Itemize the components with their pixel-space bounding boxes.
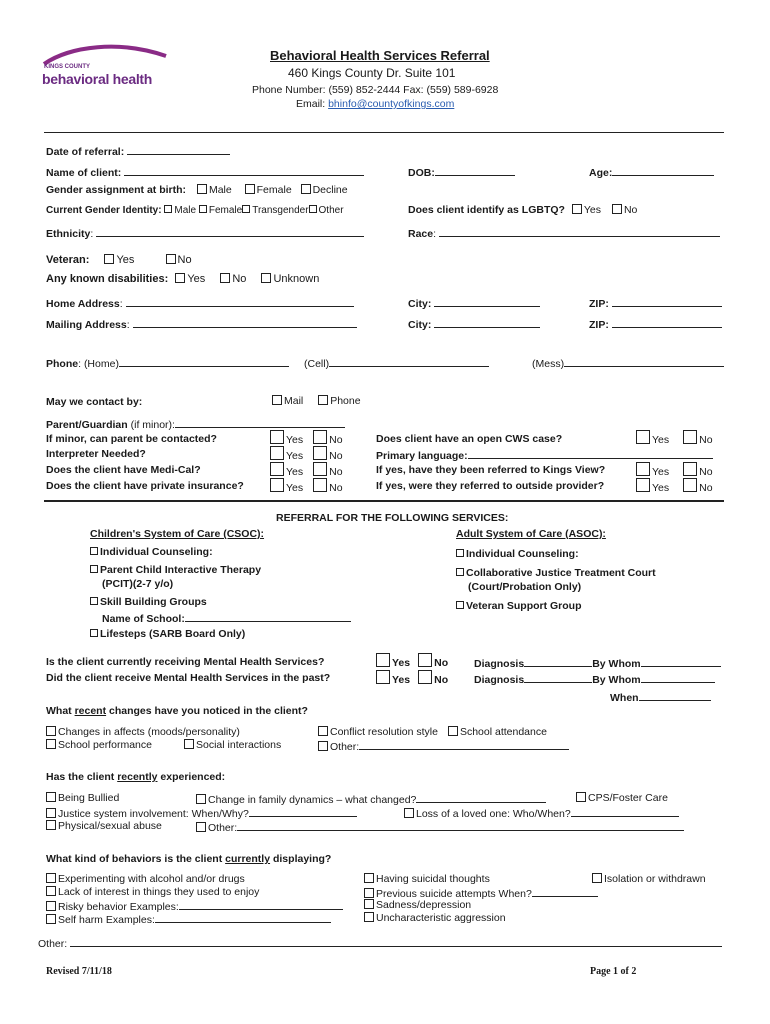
veteran-no-label: No xyxy=(177,254,192,266)
divider-services xyxy=(44,500,724,502)
behaviors-other-row xyxy=(38,936,722,950)
q-left-2: Does the client have Medi-Cal? xyxy=(46,464,201,476)
cg-male-checkbox[interactable] xyxy=(164,205,172,213)
asoc-3-checkbox[interactable] xyxy=(456,601,464,609)
exp-1-field[interactable] xyxy=(416,792,546,803)
q-left-3-yes-checkbox[interactable] xyxy=(270,478,284,492)
q-left-3-yes-label: Yes xyxy=(286,482,304,494)
q-left-0-yes-label: Yes xyxy=(286,434,304,446)
disab-no-label: No xyxy=(232,273,247,285)
gender-decline-checkbox[interactable] xyxy=(301,184,311,194)
changes-item-2 xyxy=(184,739,281,751)
phone-mess-field[interactable] xyxy=(564,356,724,367)
beh-8-label: Isolation or withdrawn xyxy=(604,873,706,885)
asoc-0-label: Individual Counseling: xyxy=(466,548,579,560)
page-title: Behavioral Health Services Referral xyxy=(270,48,490,63)
changes-5-label: Other: xyxy=(330,741,360,753)
gender-male-checkbox[interactable] xyxy=(197,184,207,194)
q-right-0-no-label: No xyxy=(699,434,713,446)
q-right-0-no-checkbox[interactable] xyxy=(683,430,697,444)
q-right-2: If yes, have they been referred to Kings View? xyxy=(376,464,606,476)
csoc-3-checkbox[interactable] xyxy=(90,597,98,605)
asoc-item-0 xyxy=(456,548,579,560)
bywhom-2-label: By Whom xyxy=(592,674,641,686)
diag-2-field[interactable] xyxy=(524,672,592,683)
phone-cell-row xyxy=(304,356,489,370)
q-left-0: If minor, can parent be contacted? xyxy=(46,433,217,445)
mail-zip-label: ZIP: xyxy=(589,319,609,331)
changes-0-label: Changes in affects (moods/personality) xyxy=(58,726,240,738)
exp-item-0 xyxy=(46,792,119,804)
date-referral-label: Date of referral: xyxy=(46,146,125,158)
exp-1-label: Change in family dynamics – what changed? xyxy=(208,794,417,806)
beh-3-label: Self harm Examples: xyxy=(58,914,155,926)
logo xyxy=(40,42,170,92)
cg-other-checkbox[interactable] xyxy=(309,205,317,213)
bywhom-1-label: By Whom xyxy=(592,658,641,670)
header-email xyxy=(296,98,454,110)
lgbtq-label: Does client identify as LGBTQ? xyxy=(408,204,565,216)
mailing-address-row: Mailing Address: xyxy=(46,317,357,331)
disab-yes-label: Yes xyxy=(187,273,206,285)
asoc-item-3 xyxy=(456,600,582,612)
changes-4-checkbox[interactable] xyxy=(448,726,458,736)
dob-label: DOB: xyxy=(408,167,435,179)
mh-q2-no-label: No xyxy=(434,674,449,686)
changes-3-label: Conflict resolution style xyxy=(330,726,438,738)
mh-q1-yes-label: Yes xyxy=(392,657,411,669)
home-zip-row xyxy=(589,296,722,310)
q-right-3-yes-label: Yes xyxy=(652,482,670,494)
home-zip-label: ZIP: xyxy=(589,298,609,310)
mh-q1-no-checkbox[interactable] xyxy=(418,653,432,667)
q-left-1-yes-label: Yes xyxy=(286,450,304,462)
beh-4-checkbox[interactable] xyxy=(364,873,374,883)
contact-phone-label: Phone xyxy=(330,395,361,407)
q-right-2-no-label: No xyxy=(699,466,713,478)
client-name-label: Name of client: xyxy=(46,167,122,179)
exp-6-field[interactable] xyxy=(237,820,684,831)
exp-0-checkbox[interactable] xyxy=(46,792,56,802)
when-label: When xyxy=(610,692,639,704)
mh-q2-yes-label: Yes xyxy=(392,674,411,686)
q-left-yesno-2 xyxy=(270,462,343,478)
home-zip-field[interactable] xyxy=(612,296,722,307)
beh-item-2 xyxy=(46,899,343,913)
contact-options xyxy=(272,395,361,407)
csoc-item-1b: (PCIT)(2-7 y/o) xyxy=(102,578,174,590)
changes-2-label: Social interactions xyxy=(196,739,282,751)
exp-4-label: Loss of a loved one: Who/When? xyxy=(416,808,571,820)
beh-5-field[interactable] xyxy=(532,886,598,897)
ethnicity-row: Ethnicity: xyxy=(46,226,364,240)
exp-3-field[interactable] xyxy=(249,806,357,817)
parent-row xyxy=(46,417,345,431)
cg-transgender-label: Transgender xyxy=(252,205,309,216)
home-city-field[interactable] xyxy=(434,296,540,307)
q-left-2-yes-checkbox[interactable] xyxy=(270,462,284,476)
changes-1-label: School performance xyxy=(58,739,152,751)
exp-1-checkbox[interactable] xyxy=(196,794,206,804)
q-right-0: Does client have an open CWS case? xyxy=(376,433,563,445)
exp-6-checkbox[interactable] xyxy=(196,822,206,832)
gender-female-label: Female xyxy=(256,184,292,196)
phone-cell-field[interactable] xyxy=(329,356,489,367)
beh-item-5 xyxy=(364,886,598,900)
date-referral-row xyxy=(46,144,230,158)
bywhom-1-field[interactable] xyxy=(641,656,721,667)
disab-no-checkbox[interactable] xyxy=(220,273,230,283)
contact-mail-label: Mail xyxy=(284,395,304,407)
exp-item-1 xyxy=(196,792,546,806)
mh-when xyxy=(610,690,711,704)
exp-5-label: Physical/sexual abuse xyxy=(58,820,162,832)
diag-2-label: Diagnosis xyxy=(474,674,525,686)
gender-male-label: Male xyxy=(208,184,232,196)
asoc-1-label: Collaborative Justice Treatment Court xyxy=(466,567,656,579)
home-city-label: City: xyxy=(408,298,432,310)
mail-zip-field[interactable] xyxy=(612,317,722,328)
cg-male-label: Male xyxy=(174,205,197,216)
exp-3-checkbox[interactable] xyxy=(46,808,56,818)
beh-2-checkbox[interactable] xyxy=(46,901,56,911)
mail-city-label: City: xyxy=(408,319,432,331)
exp-item-3 xyxy=(46,806,357,820)
age-row xyxy=(589,165,714,179)
exp-3-label: Justice system involvement: When/Why? xyxy=(58,808,249,820)
q-right-1-row xyxy=(376,448,713,462)
q-left-2-no-checkbox[interactable] xyxy=(313,462,327,476)
beh-0-checkbox[interactable] xyxy=(46,873,56,883)
veteran-label: Veteran: xyxy=(46,254,90,266)
changes-other-field[interactable] xyxy=(359,739,569,750)
mh-q2-no-checkbox[interactable] xyxy=(418,670,432,684)
beh-item-0 xyxy=(46,873,245,885)
divider-top xyxy=(44,132,724,133)
csoc-item-3 xyxy=(90,596,207,608)
beh-5-label: Previous suicide attempts When? xyxy=(376,888,532,900)
changes-item-5 xyxy=(318,739,569,753)
csoc-0-checkbox[interactable] xyxy=(90,547,98,555)
beh-4-label: Having suicidal thoughts xyxy=(376,873,490,885)
client-name-field[interactable] xyxy=(124,165,364,176)
mail-city-row xyxy=(408,317,540,331)
q-left-2-yes-label: Yes xyxy=(286,466,304,478)
mailing-address-field[interactable] xyxy=(133,317,357,328)
exp-item-2 xyxy=(576,792,668,804)
ethnicity-label: Ethnicity xyxy=(46,228,91,240)
lgbtq-no-label: No xyxy=(623,204,638,216)
diag-1-label: Diagnosis xyxy=(474,658,525,670)
beh-item-6 xyxy=(364,899,471,911)
changes-1-checkbox[interactable] xyxy=(46,739,56,749)
services-heading: REFERRAL FOR THE FOLLOWING SERVICES: xyxy=(276,512,509,524)
changes-3-checkbox[interactable] xyxy=(318,726,328,736)
q-left-2-no-label: No xyxy=(329,466,343,478)
bywhom-2-field[interactable] xyxy=(641,672,715,683)
beh-item-4 xyxy=(364,873,490,885)
csoc-3-label: Skill Building Groups xyxy=(100,596,207,608)
cg-female-checkbox[interactable] xyxy=(199,205,207,213)
mail-city-field[interactable] xyxy=(434,317,540,328)
gender-decline-label: Decline xyxy=(312,184,348,196)
exp-5-checkbox[interactable] xyxy=(46,820,56,830)
q-left-1-no-label: No xyxy=(329,450,343,462)
phone-row: Phone: (Home) xyxy=(46,356,289,370)
lgbtq-yes-label: Yes xyxy=(583,204,602,216)
csoc-item-1 xyxy=(90,564,261,576)
q-right-0-yes-checkbox[interactable] xyxy=(636,430,650,444)
changes-item-0 xyxy=(46,726,240,738)
mh-yesno-1 xyxy=(376,653,448,669)
q-left-0-yes-checkbox[interactable] xyxy=(270,430,284,444)
csoc-1-label: Parent Child Interactive Therapy xyxy=(100,564,262,576)
cg-female-label: Female xyxy=(208,205,243,216)
school-name-field[interactable] xyxy=(185,611,351,622)
csoc-5-checkbox[interactable] xyxy=(90,629,98,637)
primary-language-field[interactable] xyxy=(468,448,713,459)
q-left-yesno-0 xyxy=(270,430,343,446)
exp-4-checkbox[interactable] xyxy=(404,808,414,818)
changes-item-3 xyxy=(318,726,547,738)
mh-diag-2 xyxy=(474,672,715,686)
q-right-0-yes-label: Yes xyxy=(652,434,670,446)
q-left-yesno-1 xyxy=(270,446,343,462)
age-field[interactable] xyxy=(612,165,714,176)
experienced-question: Has the client recently experienced: xyxy=(46,771,226,783)
behaviors-other-field[interactable] xyxy=(70,936,722,947)
mh-q1: Is the client currently receiving Mental Health Services? xyxy=(46,656,325,668)
asoc-item-1b: (Court/Probation Only) xyxy=(468,581,582,593)
dob-field[interactable] xyxy=(435,165,515,176)
phone-cell-label: (Cell) xyxy=(304,358,330,370)
beh-6-checkbox[interactable] xyxy=(364,899,374,909)
email-label: Email: xyxy=(296,98,329,110)
q-right-2-no-checkbox[interactable] xyxy=(683,462,697,476)
beh-1-checkbox[interactable] xyxy=(46,886,56,896)
contact-mail-checkbox[interactable] xyxy=(272,395,282,405)
asoc-item-1 xyxy=(456,567,656,579)
cg-other-label: Other xyxy=(318,205,344,216)
exp-item-5 xyxy=(46,820,162,832)
date-referral-field[interactable] xyxy=(127,144,230,155)
mailing-address-label: Mailing Address xyxy=(46,319,127,331)
q-right-2-yes-label: Yes xyxy=(652,466,670,478)
phone-home-field[interactable] xyxy=(119,356,289,367)
csoc-title: Children's System of Care (CSOC): xyxy=(90,528,265,540)
phone-mess-label: (Mess) xyxy=(532,358,565,370)
mh-q1-yes-checkbox[interactable] xyxy=(376,653,390,667)
parent-field[interactable] xyxy=(175,417,345,428)
mail-zip-row xyxy=(589,317,722,331)
client-name-row xyxy=(46,165,364,179)
exp-2-checkbox[interactable] xyxy=(576,792,586,802)
cg-transgender-checkbox[interactable] xyxy=(242,205,250,213)
q-right-3-yes-checkbox[interactable] xyxy=(636,478,650,492)
veteran-no-checkbox[interactable] xyxy=(166,254,176,264)
veteran-row xyxy=(46,254,192,266)
changes-0-checkbox[interactable] xyxy=(46,726,56,736)
beh-item-7 xyxy=(364,912,506,924)
footer-revised: Revised 7/11/18 xyxy=(46,966,112,977)
q-left-0-no-label: No xyxy=(329,434,343,446)
exp-item-4 xyxy=(404,806,679,820)
q-right-2-yes-checkbox[interactable] xyxy=(636,462,650,476)
current-gender-label: Current Gender Identity xyxy=(46,205,159,216)
behaviors-other-label: Other: xyxy=(38,938,68,950)
home-address-row: Home Address: xyxy=(46,296,354,310)
q-right-3-no-label: No xyxy=(699,482,713,494)
veteran-yes-label: Yes xyxy=(116,254,135,266)
phone-mess-row xyxy=(532,356,724,370)
email-link[interactable]: bhinfo@countyofkings.com xyxy=(328,98,455,110)
exp-0-label: Being Bullied xyxy=(58,792,120,804)
beh-item-1 xyxy=(46,886,259,898)
disabilities-row xyxy=(46,273,319,285)
exp-item-6 xyxy=(196,820,684,834)
asoc-1-checkbox[interactable] xyxy=(456,568,464,576)
q-right-yesno-2 xyxy=(636,462,713,478)
current-gender-row: Current Gender Identity: Male Female Transgender Other xyxy=(46,205,344,216)
q-right-yesno-0 xyxy=(636,430,713,446)
changes-question: What recent changes have you noticed in the client? xyxy=(46,705,308,717)
csoc-item-0 xyxy=(90,546,213,558)
q-left-3-no-checkbox[interactable] xyxy=(313,478,327,492)
q-left-1-no-checkbox[interactable] xyxy=(313,446,327,460)
beh-item-8 xyxy=(592,873,706,885)
exp-4-field[interactable] xyxy=(571,806,679,817)
mh-q2: Did the client receive Mental Health Services in the past? xyxy=(46,672,331,684)
exp-2-label: CPS/Foster Care xyxy=(588,792,668,804)
header-address: 460 Kings County Dr. Suite 101 xyxy=(288,66,456,80)
q-left-3-no-label: No xyxy=(329,482,343,494)
asoc-title: Adult System of Care (ASOC): xyxy=(456,528,606,540)
school-name-label: Name of School: xyxy=(102,613,185,625)
beh-2-field[interactable] xyxy=(179,899,343,910)
behaviors-question: What kind of behaviors is the client currently displaying? xyxy=(46,853,332,865)
lgbtq-no-checkbox[interactable] xyxy=(612,204,622,214)
q-right-3: If yes, were they referred to outside provider? xyxy=(376,480,605,492)
changes-2-checkbox[interactable] xyxy=(184,739,194,749)
beh-7-checkbox[interactable] xyxy=(364,912,374,922)
parent-label: Parent/Guardian xyxy=(46,419,128,431)
parent-if-minor: (if minor): xyxy=(130,419,175,431)
home-address-field[interactable] xyxy=(126,296,354,307)
changes-5-checkbox[interactable] xyxy=(318,741,328,751)
changes-item-1 xyxy=(46,739,152,751)
q-right-3-no-checkbox[interactable] xyxy=(683,478,697,492)
csoc-school-row xyxy=(102,611,351,625)
mh-diag-1 xyxy=(474,656,721,670)
race-label: Race xyxy=(408,228,434,240)
age-label: Age: xyxy=(589,167,613,179)
lgbtq-row xyxy=(408,204,637,216)
q-right-1: Primary language: xyxy=(376,450,468,462)
q-left-yesno-3 xyxy=(270,478,343,494)
beh-5-checkbox[interactable] xyxy=(364,888,374,898)
footer-page: Page 1 of 2 xyxy=(590,966,637,977)
phone-home-label: (Home) xyxy=(83,358,119,370)
csoc-0-label: Individual Counseling: xyxy=(100,546,213,558)
beh-3-checkbox[interactable] xyxy=(46,914,56,924)
ethnicity-field[interactable] xyxy=(96,226,364,237)
when-field[interactable] xyxy=(639,690,711,701)
contact-label: May we contact by: xyxy=(46,396,143,408)
beh-item-3 xyxy=(46,912,331,926)
beh-3-field[interactable] xyxy=(155,912,331,923)
mh-q2-yes-checkbox[interactable] xyxy=(376,670,390,684)
asoc-0-checkbox[interactable] xyxy=(456,549,464,557)
exp-6-label: Other: xyxy=(208,822,238,834)
beh-6-label: Sadness/depression xyxy=(376,899,472,911)
q-left-1: Interpreter Needed? xyxy=(46,448,146,460)
diag-1-field[interactable] xyxy=(524,656,592,667)
home-address-label: Home Address xyxy=(46,298,120,310)
q-left-3: Does the client have private insurance? xyxy=(46,480,244,492)
gender-birth-label: Gender assignment at birth: xyxy=(46,184,187,196)
home-city-row xyxy=(408,296,540,310)
csoc-item-5 xyxy=(90,628,245,640)
q-left-0-no-checkbox[interactable] xyxy=(313,430,327,444)
changes-4-label: School attendance xyxy=(459,726,547,738)
disabilities-label: Any known disabilities: xyxy=(46,273,169,285)
logo-org-small: KINGS COUNTY xyxy=(44,64,91,70)
disab-unknown-checkbox[interactable] xyxy=(261,273,271,283)
csoc-1-checkbox[interactable] xyxy=(90,565,98,573)
lgbtq-yes-checkbox[interactable] xyxy=(572,204,582,214)
disab-unknown-label: Unknown xyxy=(273,273,320,285)
dob-row xyxy=(408,165,515,179)
q-left-1-yes-checkbox[interactable] xyxy=(270,446,284,460)
q-right-yesno-3 xyxy=(636,478,713,494)
disab-yes-checkbox[interactable] xyxy=(175,273,185,283)
contact-phone-checkbox[interactable] xyxy=(318,395,328,405)
beh-8-checkbox[interactable] xyxy=(592,873,602,883)
race-row: Race: xyxy=(408,226,720,240)
logo-org-large: behavioral health xyxy=(42,71,153,87)
asoc-3-label: Veteran Support Group xyxy=(466,600,582,612)
veteran-yes-checkbox[interactable] xyxy=(104,254,114,264)
csoc-5-label: Lifesteps (SARB Board Only) xyxy=(100,628,246,640)
header-phone: Phone Number: (559) 852-2444 Fax: (559) 589-6928 xyxy=(252,84,499,96)
beh-0-label: Experimenting with alcohol and/or drugs xyxy=(58,873,245,885)
gender-birth-row xyxy=(46,184,348,196)
beh-1-label: Lack of interest in things they used to enjoy xyxy=(58,886,260,898)
beh-2-label: Risky behavior Examples: xyxy=(58,901,179,913)
mh-yesno-2 xyxy=(376,670,448,686)
race-field[interactable] xyxy=(439,226,720,237)
mh-q1-no-label: No xyxy=(434,657,449,669)
beh-7-label: Uncharacteristic aggression xyxy=(376,912,506,924)
gender-female-checkbox[interactable] xyxy=(245,184,255,194)
phone-label: Phone xyxy=(46,358,79,370)
